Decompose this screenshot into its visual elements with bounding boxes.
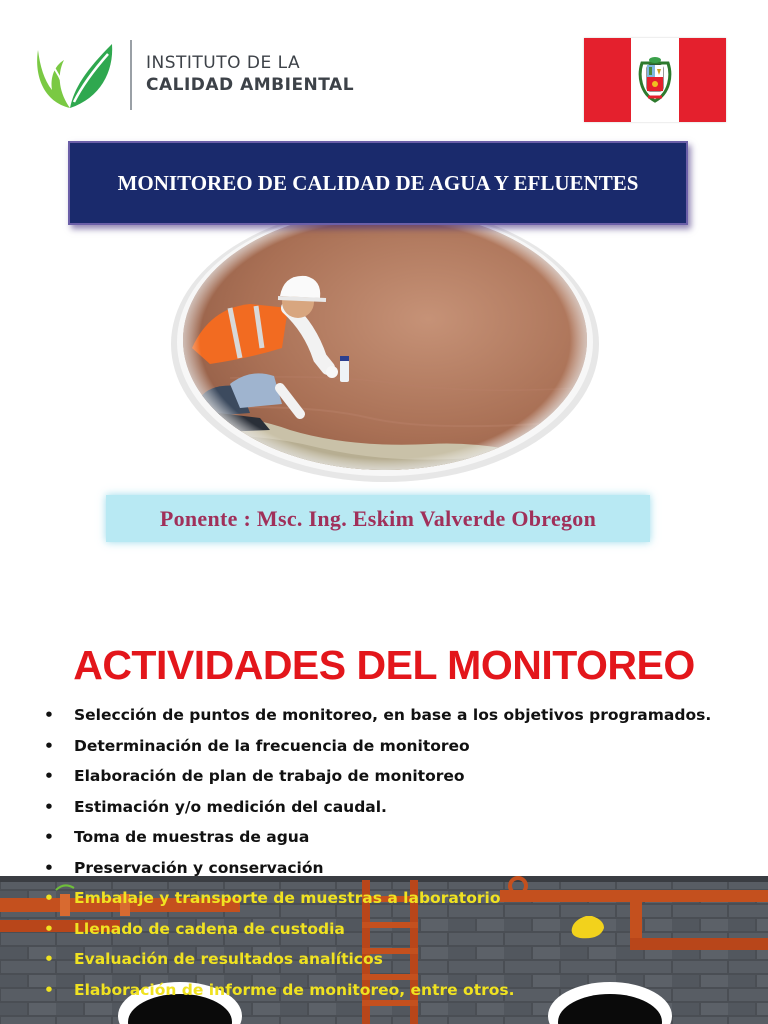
list-item: • Selección de puntos de monitoreo, en base a los objetivos programados. [44, 706, 712, 724]
presentation-title-banner [68, 141, 688, 225]
bullet-dot: • [44, 736, 54, 755]
bullet-dot: • [44, 980, 54, 999]
speaker-banner [106, 495, 650, 542]
bullet-dot: • [44, 797, 54, 816]
leaf-logo-icon [30, 36, 120, 114]
logo-text [146, 52, 354, 96]
bullet-dot: • [44, 767, 54, 785]
list-item: • Preservación y conservación [44, 858, 324, 877]
activities-slide [0, 600, 768, 1024]
flag-left-band [584, 38, 631, 122]
bullet-dot: • [44, 828, 54, 846]
bullet-dot: • [44, 919, 54, 938]
peru-flag-icon [584, 38, 726, 122]
speaker-name: Ponente : Msc. Ing. Eskim Valverde Obregon [159, 505, 597, 531]
list-item: • Elaboración de informe de monitoreo, entre otros. [44, 980, 515, 999]
list-item: • Toma de muestras de agua [44, 828, 310, 846]
flag-center-band [631, 38, 678, 122]
bullet-dot: • [44, 858, 54, 877]
list-item: • Elaboración de plan de trabajo de monitoreo [44, 767, 465, 785]
bullet-dot: • [44, 889, 54, 907]
list-item: • Determinación de la frecuencia de monitoreo [44, 736, 470, 755]
list-item: • Evaluación de resultados analíticos [44, 950, 383, 968]
bullet-dot: • [44, 706, 54, 724]
activities-list [40, 704, 711, 1009]
list-item: • Embalaje y transporte de muestras a laboratorio [44, 889, 501, 907]
activities-heading: ACTIVIDADES DEL MONITOREO [73, 642, 695, 688]
logo-line-1: INSTITUTO DE LA [146, 53, 301, 73]
presentation-title: MONITOREO DE CALIDAD DE AGUA Y EFLUENTES [117, 171, 639, 195]
logo-divider [130, 40, 132, 110]
institute-logo [30, 36, 375, 114]
list-item: • Llenado de cadena de custodia [44, 919, 345, 938]
flag-right-band [679, 38, 726, 122]
water-sampling-photo [170, 208, 600, 486]
bullet-dot: • [44, 950, 54, 968]
list-item: • Estimación y/o medición del caudal. [44, 797, 387, 816]
logo-line-2: CALIDAD AMBIENTAL [146, 75, 355, 95]
coat-of-arms-icon [638, 55, 672, 105]
